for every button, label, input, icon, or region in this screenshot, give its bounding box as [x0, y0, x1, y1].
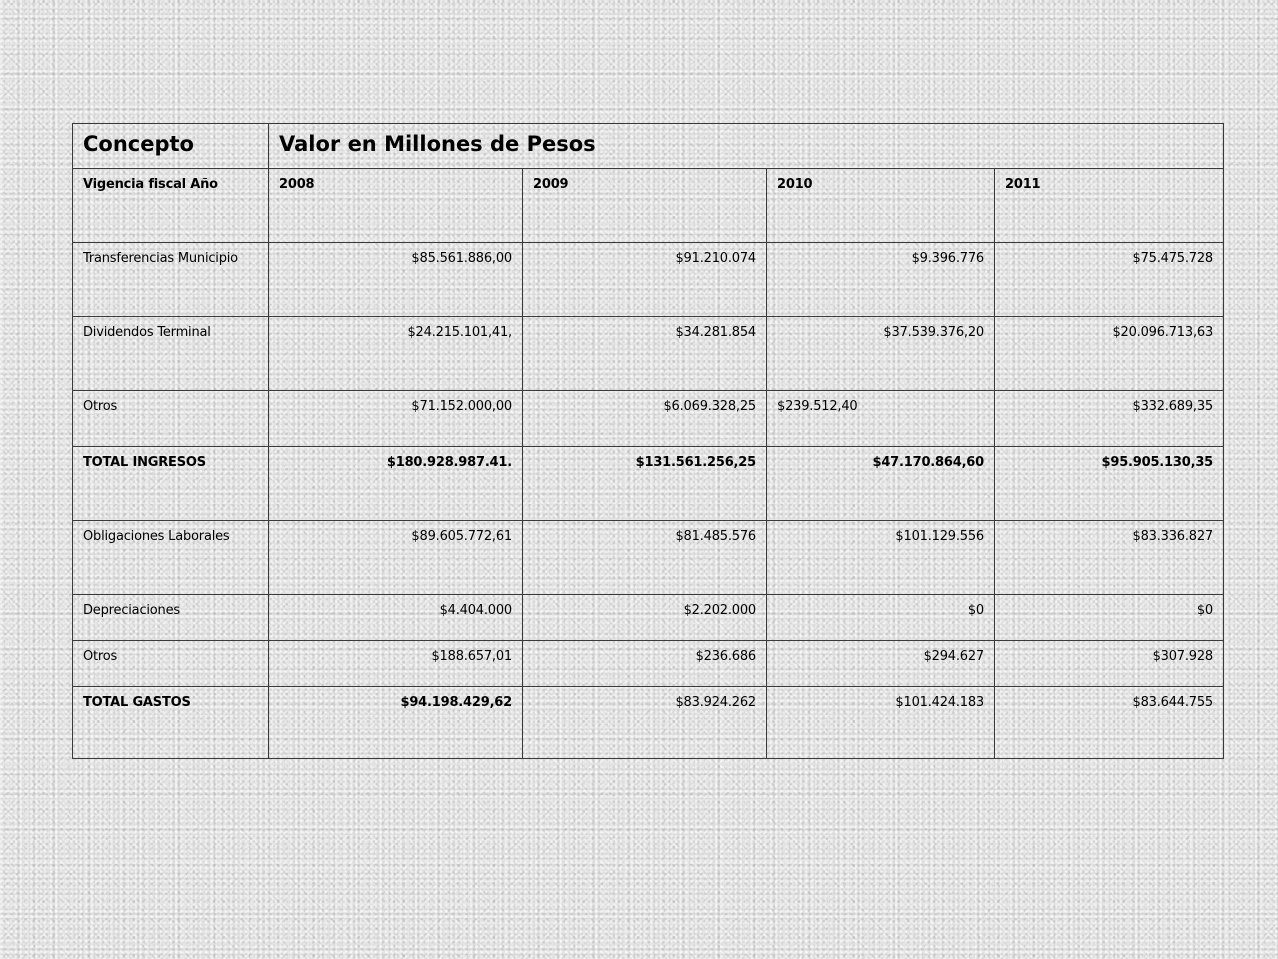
- cell-value: $81.485.576: [523, 521, 767, 595]
- table-row-depreciaciones: [73, 595, 1224, 641]
- header-concept: Concepto: [73, 124, 269, 169]
- year-2010: 2010: [767, 169, 995, 243]
- year-row: [73, 169, 1224, 243]
- cell-value: $236.686: [523, 641, 767, 687]
- financial-table: [72, 123, 1224, 759]
- cell-value: $20.096.713,63: [995, 317, 1224, 391]
- table-header-row: [73, 124, 1224, 169]
- table-row-total-ingresos: [73, 447, 1224, 521]
- table-row-obligaciones: [73, 521, 1224, 595]
- cell-value: $2.202.000: [523, 595, 767, 641]
- cell-value: $94.198.429,62: [269, 687, 523, 759]
- cell-value: $294.627: [767, 641, 995, 687]
- table-row-total-gastos: [73, 687, 1224, 759]
- financial-table-container: [72, 123, 1223, 759]
- cell-value: $6.069.328,25: [523, 391, 767, 447]
- header-value: Valor en Millones de Pesos: [269, 124, 1224, 169]
- year-2008: 2008: [269, 169, 523, 243]
- row-label: TOTAL INGRESOS: [73, 447, 269, 521]
- table-row-otros-gastos: [73, 641, 1224, 687]
- cell-value: $83.924.262: [523, 687, 767, 759]
- cell-value: $75.475.728: [995, 243, 1224, 317]
- cell-value: $89.605.772,61: [269, 521, 523, 595]
- cell-value: $239.512,40: [767, 391, 995, 447]
- cell-value: $85.561.886,00: [269, 243, 523, 317]
- cell-value: $71.152.000,00: [269, 391, 523, 447]
- cell-value: $4.404.000: [269, 595, 523, 641]
- year-2009: 2009: [523, 169, 767, 243]
- cell-value: $307.928: [995, 641, 1224, 687]
- cell-value: $91.210.074: [523, 243, 767, 317]
- cell-value: $83.644.755: [995, 687, 1224, 759]
- row-label: Otros: [73, 391, 269, 447]
- cell-value: $34.281.854: [523, 317, 767, 391]
- cell-value: $47.170.864,60: [767, 447, 995, 521]
- cell-value: $180.928.987.41.: [269, 447, 523, 521]
- cell-value: $95.905.130,35: [995, 447, 1224, 521]
- table-row-transferencias: [73, 243, 1224, 317]
- row-label: Otros: [73, 641, 269, 687]
- row-label: TOTAL GASTOS: [73, 687, 269, 759]
- table-row-dividendos: [73, 317, 1224, 391]
- cell-value: $83.336.827: [995, 521, 1224, 595]
- cell-value: $24.215.101,41,: [269, 317, 523, 391]
- cell-value: $101.424.183: [767, 687, 995, 759]
- table-row-otros-ingresos: [73, 391, 1224, 447]
- year-row-label: Vigencia fiscal Año: [73, 169, 269, 243]
- row-label: Obligaciones Laborales: [73, 521, 269, 595]
- cell-value: $0: [995, 595, 1224, 641]
- row-label: Depreciaciones: [73, 595, 269, 641]
- cell-value: $37.539.376,20: [767, 317, 995, 391]
- row-label: Dividendos Terminal: [73, 317, 269, 391]
- cell-value: $9.396.776: [767, 243, 995, 317]
- row-label: Transferencias Municipio: [73, 243, 269, 317]
- cell-value: $131.561.256,25: [523, 447, 767, 521]
- cell-value: $101.129.556: [767, 521, 995, 595]
- cell-value: $332.689,35: [995, 391, 1224, 447]
- year-2011: 2011: [995, 169, 1224, 243]
- cell-value: $188.657,01: [269, 641, 523, 687]
- cell-value: $0: [767, 595, 995, 641]
